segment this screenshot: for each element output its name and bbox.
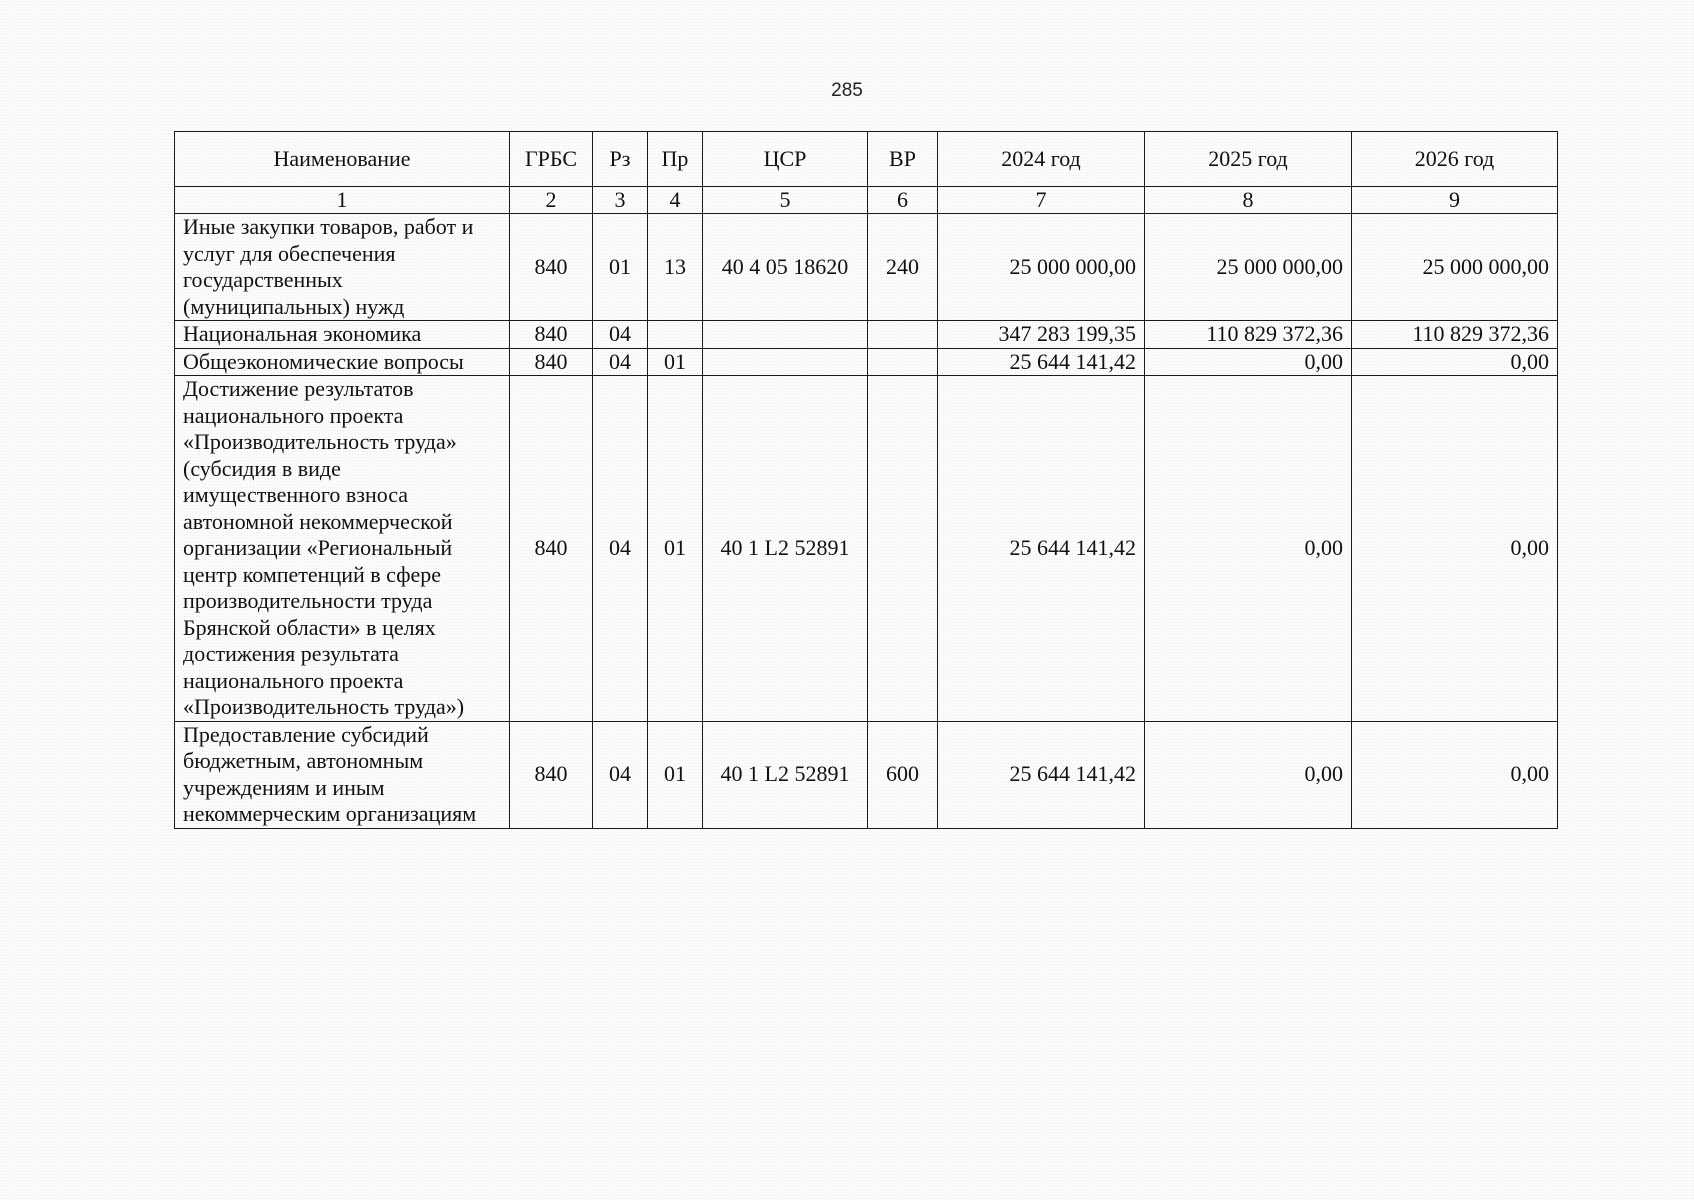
row-rz: 04 [593, 376, 648, 722]
col-header-2024: 2024 год [938, 132, 1145, 187]
row-name: Достижение результатов национального проекта «Производительность труда» (субсидия в виде имущественного взноса автономной некоммерческой организации «Региональный центр компетенций в сфере производительности труда Брянской области» в целях достижения результата национального проекта «Производительность труда») [175, 376, 510, 722]
row-amount-2025: 25 000 000,00 [1145, 214, 1352, 321]
row-amount-2024: 25 644 141,42 [938, 348, 1145, 376]
row-amount-2024: 25 000 000,00 [938, 214, 1145, 321]
row-grbs: 840 [510, 321, 593, 349]
row-grbs: 840 [510, 348, 593, 376]
row-amount-2024: 347 283 199,35 [938, 321, 1145, 349]
col-header-csr: ЦСР [703, 132, 868, 187]
table-row [175, 348, 1558, 376]
table-row [175, 321, 1558, 349]
row-pr [648, 321, 703, 349]
row-csr: 40 4 05 18620 [703, 214, 868, 321]
col-header-2026: 2026 год [1352, 132, 1558, 187]
row-rz: 04 [593, 321, 648, 349]
row-vr: 240 [868, 214, 938, 321]
column-number-row [175, 187, 1558, 214]
col-header-name: Наименование [175, 132, 510, 187]
row-amount-2024: 25 644 141,42 [938, 376, 1145, 722]
column-number: 3 [593, 187, 648, 214]
row-amount-2025: 0,00 [1145, 348, 1352, 376]
row-amount-2025: 0,00 [1145, 376, 1352, 722]
row-amount-2026: 0,00 [1352, 721, 1558, 828]
column-number: 4 [648, 187, 703, 214]
col-header-rz: Рз [593, 132, 648, 187]
row-rz: 04 [593, 721, 648, 828]
col-header-pr: Пр [648, 132, 703, 187]
row-csr: 40 1 L2 52891 [703, 376, 868, 722]
row-pr: 01 [648, 348, 703, 376]
column-number: 9 [1352, 187, 1558, 214]
row-grbs: 840 [510, 376, 593, 722]
row-amount-2026: 25 000 000,00 [1352, 214, 1558, 321]
row-vr [868, 376, 938, 722]
column-number: 6 [868, 187, 938, 214]
page-number: 285 [831, 80, 863, 101]
col-header-2025: 2025 год [1145, 132, 1352, 187]
row-rz: 01 [593, 214, 648, 321]
row-name: Общеэкономические вопросы [175, 348, 510, 376]
row-amount-2025: 110 829 372,36 [1145, 321, 1352, 349]
column-number: 8 [1145, 187, 1352, 214]
row-amount-2024: 25 644 141,42 [938, 721, 1145, 828]
budget-table [174, 131, 1558, 829]
row-name: Предоставление субсидий бюджетным, автономным учреждениям и иным некоммерческим организациям [175, 721, 510, 828]
row-pr: 01 [648, 721, 703, 828]
row-pr: 01 [648, 376, 703, 722]
row-amount-2026: 0,00 [1352, 348, 1558, 376]
column-number: 5 [703, 187, 868, 214]
row-csr [703, 321, 868, 349]
row-amount-2026: 110 829 372,36 [1352, 321, 1558, 349]
table-row [175, 376, 1558, 722]
row-amount-2025: 0,00 [1145, 721, 1352, 828]
row-csr [703, 348, 868, 376]
row-name: Иные закупки товаров, работ и услуг для обеспечения государственных (муниципальных) нужд [175, 214, 510, 321]
col-header-grbs: ГРБС [510, 132, 593, 187]
row-amount-2026: 0,00 [1352, 376, 1558, 722]
row-name: Национальная экономика [175, 321, 510, 349]
row-vr: 600 [868, 721, 938, 828]
col-header-vr: ВР [868, 132, 938, 187]
row-grbs: 840 [510, 214, 593, 321]
column-number: 7 [938, 187, 1145, 214]
column-number: 1 [175, 187, 510, 214]
row-pr: 13 [648, 214, 703, 321]
row-vr [868, 321, 938, 349]
column-number: 2 [510, 187, 593, 214]
row-vr [868, 348, 938, 376]
table-row [175, 721, 1558, 828]
table-row [175, 214, 1558, 321]
row-csr: 40 1 L2 52891 [703, 721, 868, 828]
row-rz: 04 [593, 348, 648, 376]
row-grbs: 840 [510, 721, 593, 828]
header-row [175, 132, 1558, 187]
